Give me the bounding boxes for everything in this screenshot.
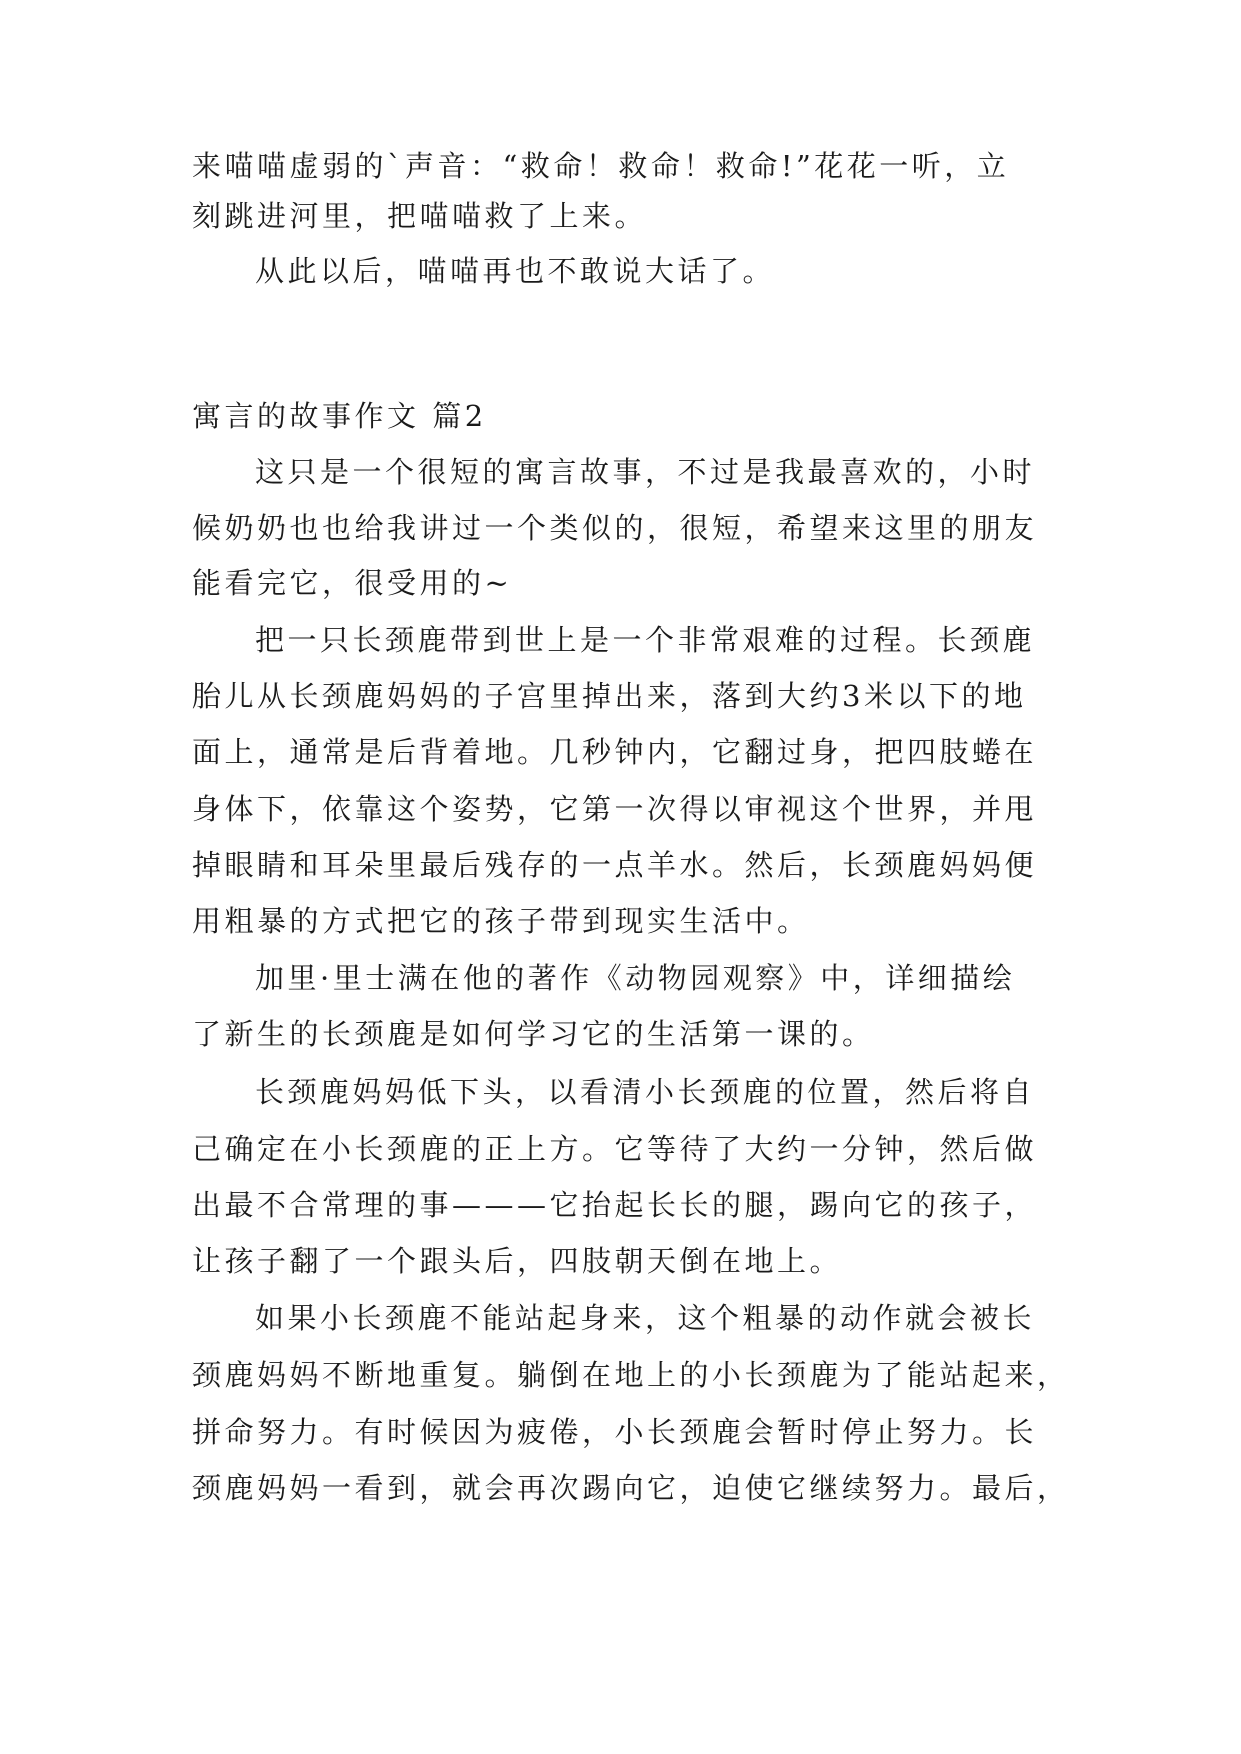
text-line: 刻跳进河里，把喵喵救了上来。 — [192, 199, 648, 233]
text-line: 掉眼睛和耳朵里最后残存的一点羊水。然后，长颈鹿妈妈便 — [192, 848, 1038, 882]
text-line: 来喵喵虚弱的`声音：“救命！救命！救命!”花花一听，立 — [192, 149, 1010, 183]
text-line: 己确定在小长颈鹿的正上方。它等待了大约一分钟，然后做 — [192, 1132, 1038, 1166]
text-line: 颈鹿妈妈一看到，就会再次踢向它，迫使它继续努力。最后， — [192, 1471, 1070, 1505]
text-line: 让孩子翻了一个跟头后，四肢朝天倒在地上。 — [192, 1244, 843, 1278]
paragraph-line: 这只是一个很短的寓言故事，不过是我最喜欢的，小时 — [255, 455, 1036, 489]
text-line: 拼命努力。有时候因为疲倦，小长颈鹿会暂时停止努力。长 — [192, 1415, 1038, 1449]
paragraph-line: 加里·里士满在他的著作《动物园观察》中，详细描绘 — [255, 961, 1016, 995]
text-line: 候奶奶也也给我讲过一个类似的，很短，希望来这里的朋友 — [192, 511, 1038, 545]
text-line: 身体下，依靠这个姿势，它第一次得以审视这个世界，并甩 — [192, 792, 1038, 826]
text-line: 胎儿从长颈鹿妈妈的子宫里掉出来，落到大约3米以下的地 — [192, 679, 1027, 713]
text-line: 颈鹿妈妈不断地重复。躺倒在地上的小长颈鹿为了能站起来， — [192, 1358, 1070, 1392]
paragraph-line: 长颈鹿妈妈低下头，以看清小长颈鹿的位置，然后将自 — [255, 1075, 1036, 1109]
text-line: 用粗暴的方式把它的孩子带到现实生活中。 — [192, 904, 810, 938]
section-heading: 寓言的故事作文 篇2 — [192, 399, 487, 433]
text-line: 能看完它，很受用的~ — [192, 566, 513, 600]
text-line: 出最不合常理的事———它抬起长长的腿，踢向它的孩子， — [192, 1188, 1038, 1222]
paragraph-line: 从此以后，喵喵再也不敢说大话了。 — [255, 254, 776, 288]
paragraph-line: 如果小长颈鹿不能站起身来，这个粗暴的动作就会被长 — [255, 1301, 1036, 1335]
paragraph-line: 把一只长颈鹿带到世上是一个非常艰难的过程。长颈鹿 — [255, 623, 1036, 657]
text-line: 面上，通常是后背着地。几秒钟内，它翻过身，把四肢蜷在 — [192, 735, 1038, 769]
text-line: 了新生的长颈鹿是如何学习它的生活第一课的。 — [192, 1017, 875, 1051]
